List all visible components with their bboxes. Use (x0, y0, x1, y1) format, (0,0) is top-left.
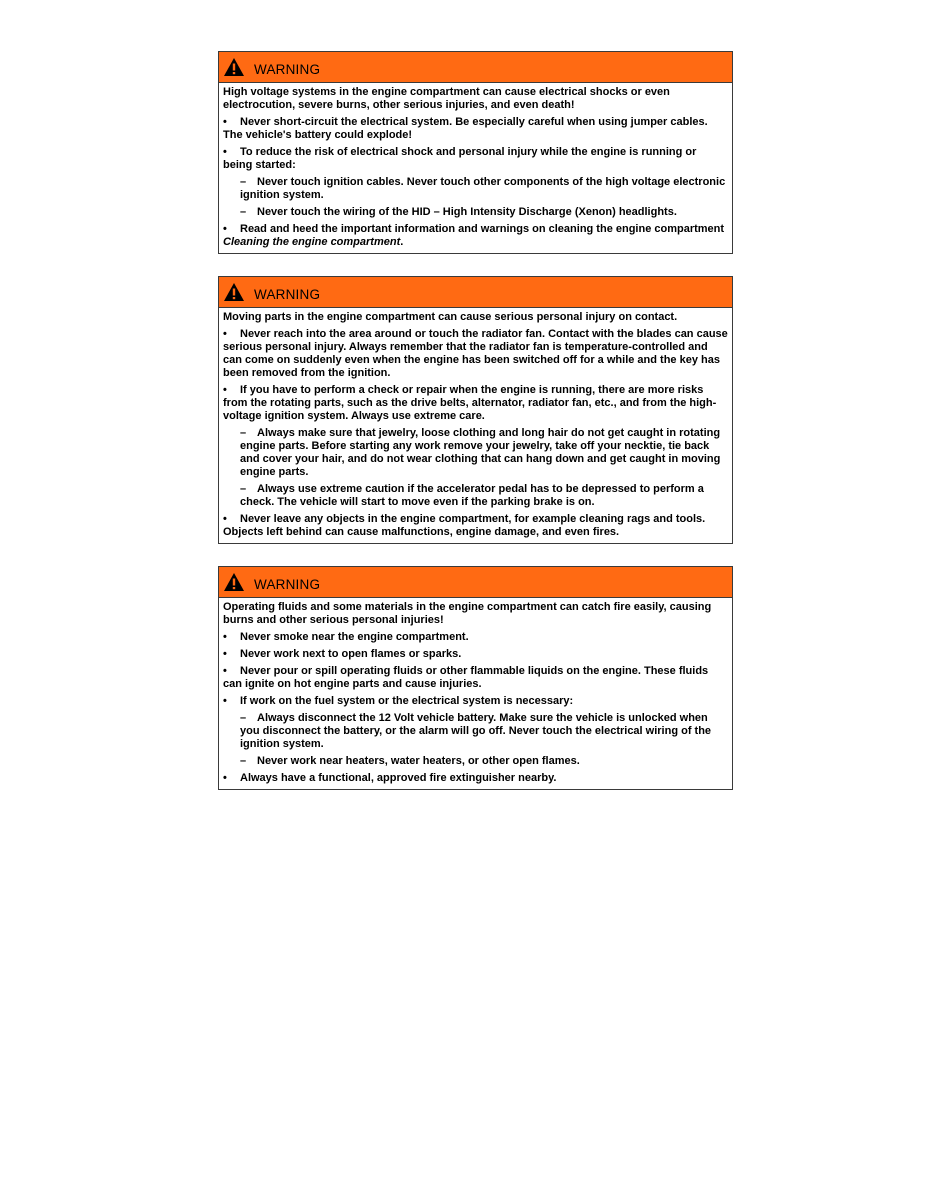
warning-body (219, 308, 732, 546)
bullet-item: • To reduce the risk of electrical shock and personal injury while the engine is running or being started: (223, 146, 697, 171)
sub-item: – Never touch the wiring of the HID – High Intensity Discharge (Xenon) headlights. (240, 206, 677, 218)
warning-body (219, 83, 732, 256)
warning-box-moving-parts (218, 276, 733, 544)
bullet-item: • Always have a functional, approved fire extinguisher nearby. (223, 772, 557, 784)
dash-glyph: – (240, 483, 247, 495)
bullet-item: • Read and heed the important information and warnings on cleaning the engine compartment Cleaning the engine compartment. (223, 223, 725, 248)
warning-header (219, 567, 732, 598)
warning-box-high-voltage (218, 51, 733, 254)
bullet-item: • Never reach into the area around or touch the radiator fan. Contact with the blades can cause serious personal injury. Always remember that the radiator fan is temperature-controlled and can come on suddenly even when the engine has been switched off for a while and the key has been removed from the ignition. (223, 328, 728, 379)
sub-item: – Always disconnect the 12 Volt vehicle battery. Make sure the vehicle is unlocked when you disconnect the battery, or the alarm will go off. Never touch the electrical wiring of the ignition system. (240, 712, 712, 750)
bullet-item: • Never smoke near the engine compartment. (223, 631, 469, 643)
warning-header (219, 52, 732, 83)
warning-intro: Moving parts in the engine compartment can cause serious personal injury on contact. (223, 311, 678, 323)
bullet-item: • Never pour or spill operating fluids or other flammable liquids on the engine. These fluids can ignite on hot engine parts and cause injuries. (223, 665, 709, 690)
sub-item: – Always use extreme caution if the accelerator pedal has to be depressed to perform a check. The vehicle will start to move even if the parking brake is on. (240, 483, 704, 508)
bullet-glyph: • (223, 631, 227, 643)
warning-title: WARNING (254, 62, 321, 77)
warning-title: WARNING (254, 287, 321, 302)
dash-glyph: – (240, 755, 247, 767)
bullet-glyph: • (223, 665, 227, 677)
warning-triangle-icon (223, 282, 245, 302)
bullet-item: • Never work next to open flames or sparks. (223, 648, 462, 660)
bullet-glyph: • (223, 328, 227, 340)
bullet-glyph: • (223, 116, 227, 128)
warning-intro: Operating fluids and some materials in the engine compartment can catch fire easily, causing burns and other serious personal injuries! (223, 601, 712, 626)
warning-intro: High voltage systems in the engine compartment can cause electrical shocks or even electrocution, severe burns, other serious injuries, and even death! (223, 86, 670, 111)
bullet-item: • If you have to perform a check or repair when the engine is running, there are more risks from the rotating parts, such as the drive belts, alternator, radiator fan, etc., and from the high-voltage ignition system. Always use extreme care. (223, 384, 717, 422)
warning-box-flammable (218, 566, 733, 790)
dash-glyph: – (240, 427, 247, 439)
bullet-glyph: • (223, 648, 227, 660)
bullet-item: • Never leave any objects in the engine compartment, for example cleaning rags and tools. Objects left behind can cause malfunctions, engine damage, and even fires. (223, 513, 706, 538)
bullet-item: • If work on the fuel system or the electrical system is necessary: (223, 695, 574, 707)
sub-item: – Always make sure that jewelry, loose clothing and long hair do not get caught in rotating engine parts. Before starting any work remove your jewelry, take off your necktie, tie back and cover your hair, and do not wear clothing that can hang down and get caught in moving engine parts. (240, 427, 721, 478)
bullet-glyph: • (223, 695, 227, 707)
bullet-item: • Never short-circuit the electrical system. Be especially careful when using jumper cables. The vehicle's battery could explode! (223, 116, 708, 141)
warning-body (219, 598, 732, 792)
dash-glyph: – (240, 176, 247, 188)
dash-glyph: – (240, 206, 247, 218)
bullet-glyph: • (223, 384, 227, 396)
cross-reference-link[interactable]: Cleaning the engine compartment (223, 236, 401, 248)
bullet-glyph: • (223, 772, 227, 784)
warning-triangle-icon (223, 57, 245, 77)
bullet-glyph: • (223, 513, 227, 525)
warning-header (219, 277, 732, 308)
sub-item: – Never touch ignition cables. Never touch other components of the high voltage electronic ignition system. (240, 176, 726, 201)
warning-title: WARNING (254, 577, 321, 592)
bullet-glyph: • (223, 146, 227, 158)
bullet-glyph: • (223, 223, 227, 235)
dash-glyph: – (240, 712, 247, 724)
warning-triangle-icon (223, 572, 245, 592)
sub-item: – Never work near heaters, water heaters, or other open flames. (240, 755, 580, 767)
